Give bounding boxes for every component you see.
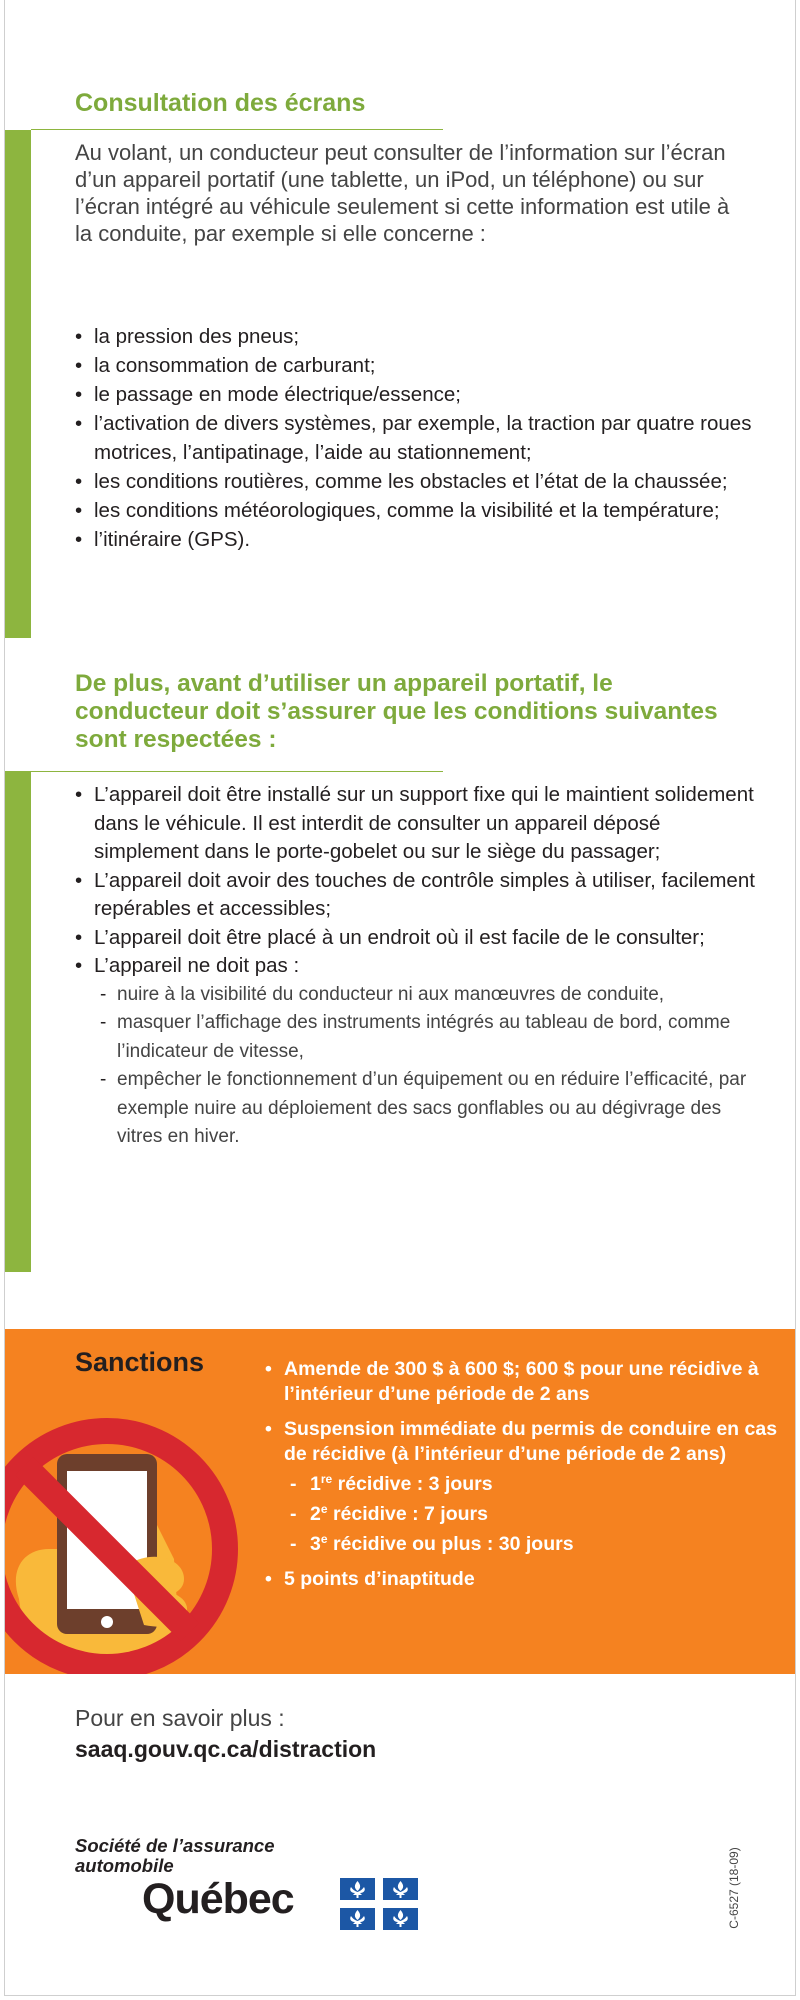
recidive-item	[290, 1529, 785, 1559]
list-item: • L’appareil doit avoir des touches de contrôle simples à utiliser, facilement repérables et accessibles;	[75, 867, 765, 924]
list-item: • L’appareil doit être placé à un endroit où il est facile de le consulter;	[75, 924, 765, 953]
no-phone-icon	[5, 1399, 259, 1674]
conditions-list	[75, 781, 765, 1152]
saaq-link[interactable]: saaq.gouv.qc.ca/distraction	[75, 1736, 377, 1762]
info-list	[75, 322, 765, 554]
recidive-suffix: re	[320, 1472, 333, 1486]
section-title-conditions: De plus, avant d’utiliser un appareil portatif, le conducteur doit s’assurer que les conditions suivantes sont respectées :	[75, 670, 718, 753]
quebec-flag-icon	[340, 1878, 418, 1930]
recidive-item	[290, 1469, 785, 1499]
intro-paragraph: Au volant, un conducteur peut consulter de l’information sur l’écran d’un appareil portatif (une tablette, un iPod, un téléphone) ou sur l’écran intégré au véhicule seulement si cette information est utile à la conduite, par exemple si elle concerne :	[75, 140, 730, 246]
recidive-text: récidive : 7 jours	[327, 1503, 488, 1525]
document-code	[727, 1833, 741, 1943]
title-underline	[31, 129, 443, 130]
list-item: • L’appareil doit être installé sur un support fixe qui le maintient solidement dans le véhicule. Il est interdit de consulter un appareil déposé simplement dans le porte-gobelet ou sur le siège du passager;	[75, 781, 765, 867]
recidive-number: 3	[310, 1533, 321, 1555]
list-item: • les conditions routières, comme les obstacles et l’état de la chaussée;	[75, 467, 765, 496]
recidive-list	[284, 1469, 785, 1559]
list-item: • le passage en mode électrique/essence;	[75, 380, 765, 409]
sanction-fine: • Amende de 300 $ à 600 $; 600 $ pour une récidive à l’intérieur d’une période de 2 ans	[265, 1357, 785, 1407]
list-item: • les conditions météorologiques, comme la visibilité et la température;	[75, 496, 765, 525]
sanction-suspension	[265, 1417, 785, 1559]
green-side-bar	[5, 771, 31, 1272]
recidive-item	[290, 1499, 785, 1529]
sub-list-item: - empêcher le fonctionnement d’un équipement ou en réduire l’efficacité, par exemple nuire au déploiement des sacs gonflables ou au dégivrage des vitres en hiver.	[100, 1066, 765, 1152]
list-item-text: L’appareil ne doit pas :	[94, 954, 300, 977]
sanction-points: • 5 points d’inaptitude	[265, 1567, 785, 1592]
recidive-text: récidive : 3 jours	[332, 1473, 493, 1495]
green-side-bar	[5, 130, 31, 638]
org-name-line1: Société de l’assurance	[75, 1835, 275, 1856]
recidive-suffix: e	[320, 1532, 328, 1546]
document-code-text: C-6527 (18-09)	[727, 1847, 741, 1929]
sub-list-item: - nuire à la visibilité du conducteur ni aux manœuvres de conduite,	[100, 981, 765, 1010]
list-item: • la pression des pneus;	[75, 322, 765, 351]
recidive-suffix: e	[320, 1502, 328, 1516]
sanction-suspension-text: Suspension immédiate du permis de conduire en cas de récidive (à l’intérieur d’une période de 2 ans)	[284, 1418, 778, 1465]
more-info-label: Pour en savoir plus :	[75, 1705, 285, 1731]
list-item: • l’activation de divers systèmes, par exemple, la traction par quatre roues motrices, l’antipatinage, l’aide au stationnement;	[75, 409, 765, 467]
sub-list	[94, 981, 765, 1152]
org-name-line2: automobile	[75, 1855, 174, 1876]
list-item: • l’itinéraire (GPS).	[75, 525, 765, 554]
saaq-logo-text	[75, 1836, 355, 1876]
sanctions-title: Sanctions	[75, 1347, 205, 1377]
list-item: • la consommation de carburant;	[75, 351, 765, 380]
recidive-number: 2	[310, 1503, 321, 1525]
sanctions-list	[265, 1357, 785, 1592]
sanctions-panel	[5, 1329, 795, 1674]
section-title-consultation: Consultation des écrans	[75, 89, 366, 117]
recidive-number: 1	[310, 1473, 321, 1495]
list-item	[75, 952, 765, 1152]
sub-list-item: - masquer l’affichage des instruments intégrés au tableau de bord, comme l’indicateur de vitesse,	[100, 1009, 765, 1066]
recidive-text: récidive ou plus : 30 jours	[327, 1533, 574, 1555]
quebec-wordmark: Québec	[142, 1875, 294, 1923]
title-underline	[31, 771, 443, 772]
